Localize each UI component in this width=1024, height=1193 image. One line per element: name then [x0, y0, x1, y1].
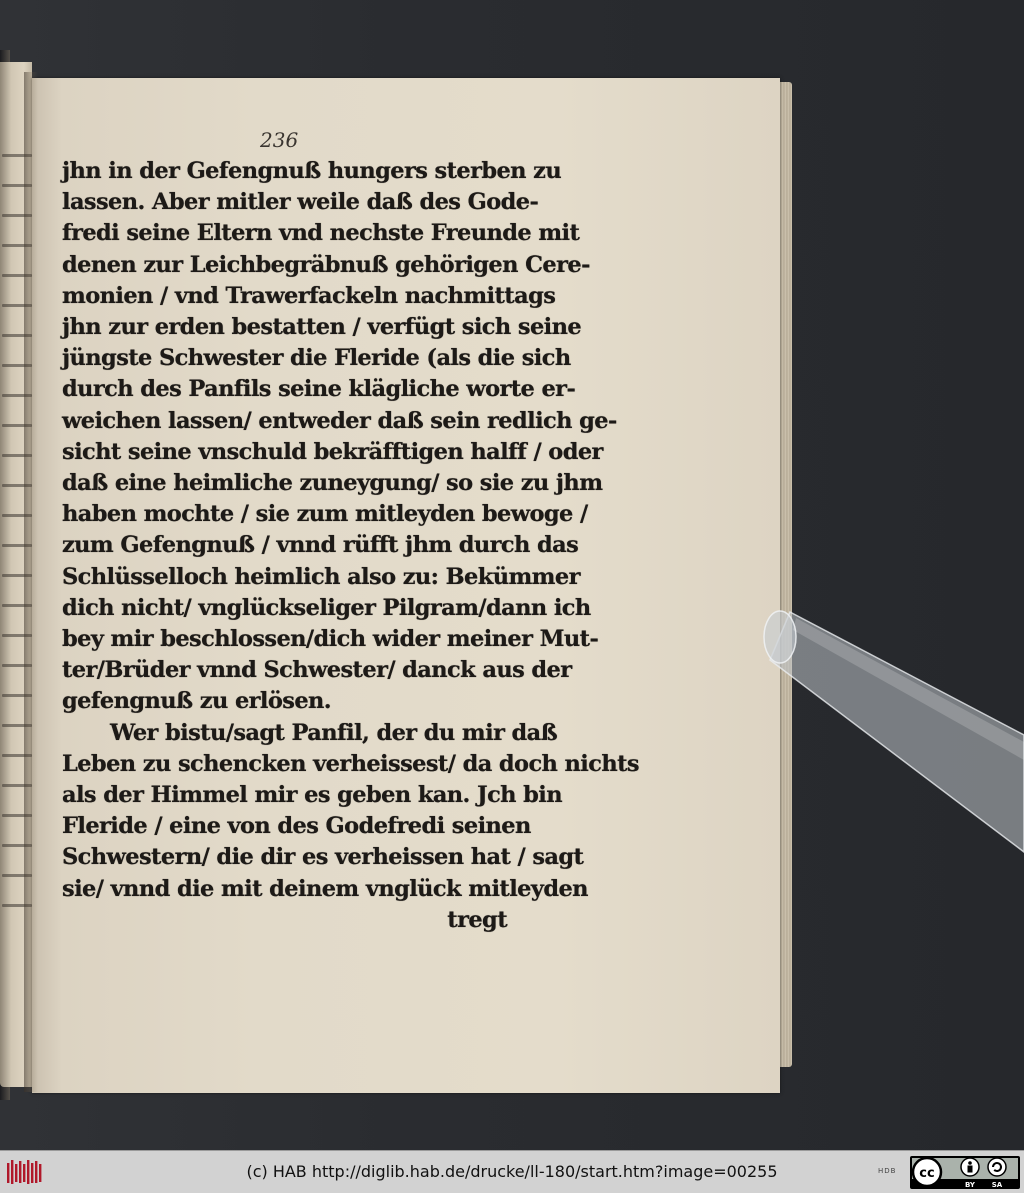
text-line: Wer bistu/sagt Panfil, der du mir daß [110, 719, 558, 746]
text-line: dich nicht/ vnglückseliger Pilgram/dann ich [62, 594, 591, 621]
cc-by-label: BY [964, 1181, 976, 1189]
text-line: jhn zur erden bestatten / verfügt sich seine [62, 314, 582, 341]
page-text [62, 156, 639, 936]
text-line: jüngste Schwester die Fleride (als die sich [62, 345, 571, 372]
text-line: denen zur Leichbegräbnuß gehörigen Cere- [62, 251, 590, 278]
footer-bar [0, 1150, 1024, 1193]
text-line: durch des Panfils seine klägliche worte er- [62, 376, 576, 403]
cc-sa-label: SA [991, 1181, 1003, 1189]
catchword: tregt [447, 906, 507, 933]
text-line: ter/Brüder vnnd Schwester/ danck aus der [62, 657, 572, 684]
text-line: bey mir beschlossen/dich wider meiner Mut- [62, 626, 599, 653]
text-line: Schlüsselloch heimlich also zu: Bekümmer [62, 563, 580, 590]
small-mark: HDB [878, 1167, 897, 1175]
text-line: Schwestern/ die dir es verheissen hat / sagt [62, 844, 584, 871]
text-line: weichen lassen/ entweder daß sein redlich ge- [62, 407, 617, 434]
text-line: lassen. Aber mitler weile daß des Gode- [62, 189, 539, 216]
text-line: monien / vnd Trawerfackeln nachmittags [62, 282, 556, 309]
text-line: sie/ vnnd die mit deinem vnglück mitleyden [62, 875, 588, 902]
text-line: haben mochte / sie zum mitleyden bewoge / [62, 501, 588, 528]
page-number: 236 [260, 128, 299, 152]
text-line: jhn in der Gefengnuß hungers sterben zu [62, 158, 562, 184]
text-line: Leben zu schencken verheissest/ da doch nichts [62, 750, 639, 777]
cc-by-sa-license-icon[interactable] [910, 1156, 1020, 1189]
text-line: daß eine heimliche zuneygung/ so sie zu jhm [62, 470, 603, 497]
page-stack-edge [778, 82, 792, 1067]
text-line: zum Gefengnuß / vnnd rüfft jhm durch das [62, 532, 579, 559]
text-line: fredi seine Eltern vnd nechste Freunde mit [62, 220, 580, 247]
text-line: sicht seine vnschuld bekräfftigen halff / oder [62, 438, 603, 465]
book-page [32, 78, 780, 1093]
book-gutter-shadow [24, 72, 38, 1092]
text-line: als der Himmel mir es geben kan. Jch bin [62, 782, 562, 809]
svg-text:cc: cc [919, 1166, 935, 1181]
copyright-text: (c) HAB http://diglib.hab.de/drucke/ll-180/start.htm?image=00255 [246, 1162, 778, 1181]
text-line: gefengnuß zu erlösen. [62, 688, 332, 715]
text-line: Fleride / eine von des Godefredi seinen [62, 813, 531, 840]
